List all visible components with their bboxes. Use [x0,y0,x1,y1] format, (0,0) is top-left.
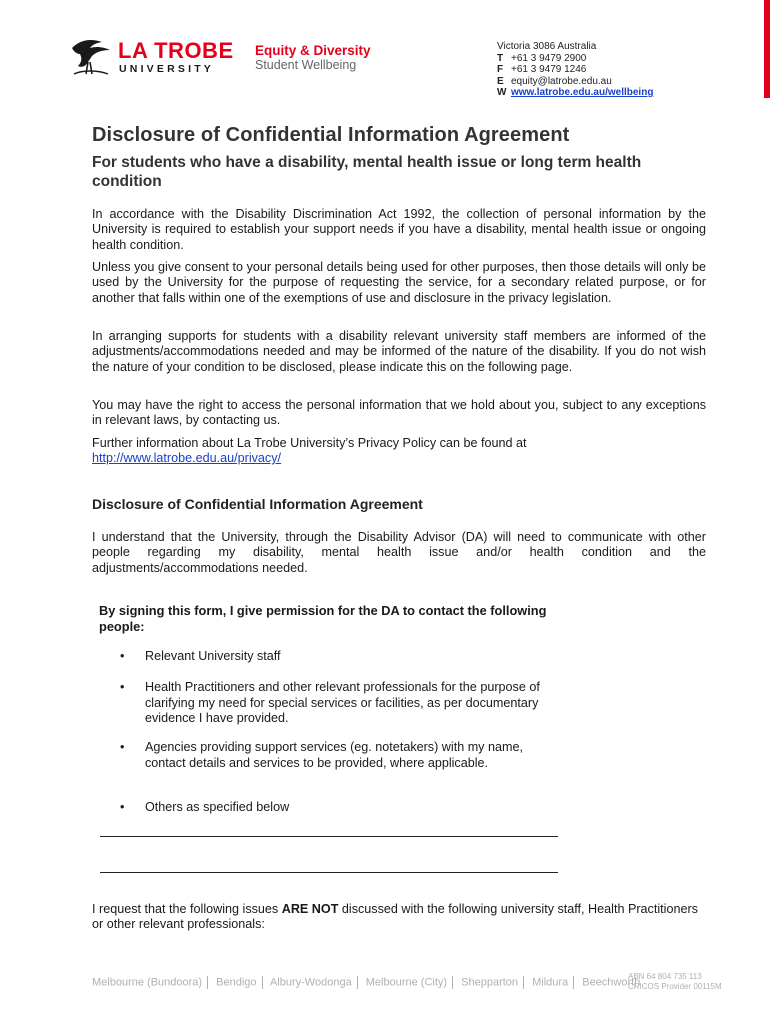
bullet-icon: • [120,740,125,754]
brand-edge-bar [764,0,770,98]
wellbeing-link[interactable]: www.latrobe.edu.au/wellbeing [511,87,654,98]
paragraph-privacy: Further information about La Trobe University’s Privacy Policy can be found at http://www.latrobe.edu.au/privacy/ [92,436,527,466]
page-subtitle: For students who have a disability, mental health issue or long term health condition [92,154,642,190]
department-title: Equity & Diversity [255,43,371,58]
contact-web: W www.latrobe.edu.au/wellbeing [497,87,654,98]
campus-footer: Melbourne (Bundoora) Bendigo Albury-Wodonga Melbourne (City) Shepparton Mildura Beechworth [92,976,641,989]
bullet-icon: • [120,649,125,663]
others-specify-line-1[interactable] [100,836,558,837]
paragraph-dda: In accordance with the Disability Discrimination Act 1992, the collection of personal information by the University is required to establish your support needs if you have a disability, mental health issue or ongoing health condition. [92,207,706,252]
contact-email: E equity@latrobe.edu.au [497,75,612,87]
abn-cricos: ABN 64 804 735 113 CRICOS Provider 00115M [628,972,722,991]
bullet-icon: • [120,800,125,814]
contact-address: Victoria 3086 Australia [497,41,597,52]
department-subtitle: Student Wellbeing [255,58,357,72]
paragraph-supports: In arranging supports for students with a disability relevant university staff members are informed of the adjustments/accommodations needed and may be informed of the nature of the disability. If you do not wish the nature of your condition to be disclosed, please indicate this on the following page. [92,329,706,374]
are-not-emphasis: ARE NOT [281,902,339,916]
paragraph-access: You may have the right to access the personal information that we hold about you, subject to any exceptions in relevant laws, by contacting us. [92,398,706,428]
section-heading: Disclosure of Confidential Information Agreement [92,496,423,512]
privacy-policy-link[interactable]: http://www.latrobe.edu.au/privacy/ [92,451,282,466]
paragraph-request: I request that the following issues ARE NOT discussed with the following university staff, Health Practitioners or other relevant professionals: [92,902,698,932]
logo-wordmark: LA TROBE [118,38,234,63]
contact-block [497,41,653,99]
others-specify-line-2[interactable] [100,872,558,873]
contact-fax: F +61 3 9479 1246 [497,64,587,75]
page-title: Disclosure of Confidential Information Agreement [92,124,570,146]
paragraph-consent: Unless you give consent to your personal details being used for other purposes, then those details will only be used by the University for the purpose of requesting the service, for a secondary related purpose, or for another that falls within one of the exemptions of use and disclosure in the privacy legislation. [92,260,706,305]
contact-phone: T +61 3 9479 2900 [497,52,587,64]
permission-statement: By signing this form, I give permission for the DA to contact the following people: [99,603,547,634]
bullet-icon: • [120,680,125,694]
eagle-crest-icon [68,36,114,78]
paragraph-understand: I understand that the University, through the Disability Advisor (DA) will need to communicate with other people regarding my disability, mental health issue and/or health condition and the adjustments/accommodations needed. [92,530,706,575]
logo-subword: UNIVERSITY [119,63,215,75]
university-logo [68,36,238,80]
